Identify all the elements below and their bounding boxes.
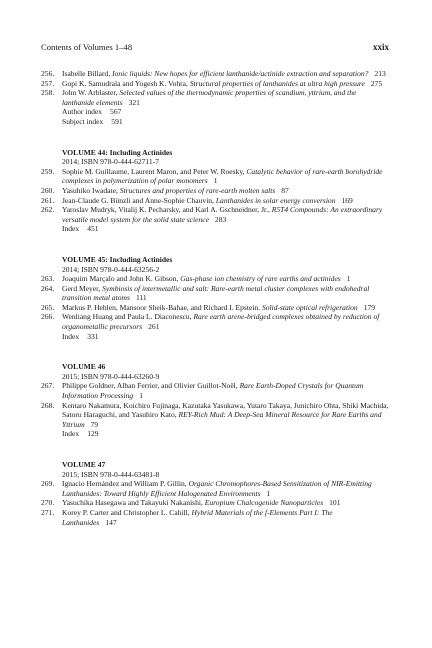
entry-title: Rare Earth-Doped Crystals for Quantum Information Processing bbox=[62, 381, 364, 401]
contents-entry bbox=[41, 498, 389, 508]
entry-number: 259. bbox=[41, 166, 55, 176]
entry-body bbox=[62, 69, 389, 79]
contents-entry bbox=[41, 88, 389, 107]
contents-entry bbox=[41, 312, 389, 331]
entry-title: Europium Chalcogenide Nanoparticles bbox=[204, 498, 324, 508]
entry-number: 257. bbox=[41, 78, 55, 88]
entry-title: Symbiosis of intermetallic and salt: Rare-earth metal cluster complexes with endohedral transition metal atoms bbox=[62, 283, 370, 303]
volume-section bbox=[41, 255, 389, 341]
entry-page: 213 bbox=[374, 69, 386, 78]
entry-page: 169 bbox=[341, 195, 353, 205]
volume-heading: VOLUME 44: Including Actinides bbox=[62, 147, 173, 157]
entry-page: 1 bbox=[213, 176, 218, 186]
entry-page: 87 bbox=[281, 185, 289, 195]
entry-authors: Gopi K. Samudrala and Yogesh K. Vohra, bbox=[62, 78, 188, 88]
running-title: Contents of Volumes 1–48 bbox=[41, 42, 133, 52]
contents-entry bbox=[41, 69, 389, 79]
entry-number: 271. bbox=[41, 507, 55, 517]
volume-isbn: 2014; ISBN 978-0-444-62711-7 bbox=[62, 157, 159, 167]
entry-authors: Sophie M. Guillaume, Laurent Maron, and Peter W. Roesky, bbox=[62, 166, 245, 176]
entry-title: Hybrid Materials of the f-Elements Part I: The Lanthanides bbox=[62, 507, 333, 527]
index-line bbox=[62, 107, 389, 117]
entry-authors: Yasuchika Hasegawa and Takayuki Nakanishi, bbox=[62, 498, 203, 508]
volume-index bbox=[62, 429, 389, 439]
contents-entry bbox=[41, 274, 389, 284]
entry-body bbox=[62, 498, 389, 508]
entry-number: 261. bbox=[41, 195, 55, 205]
entry-authors: Philippe Goldner, Alban Ferrier, and Olivier Guillot-Noël, bbox=[62, 381, 238, 391]
entry-body bbox=[62, 508, 389, 527]
contents-entry bbox=[41, 479, 389, 498]
entry-number: 264. bbox=[41, 283, 55, 293]
entry-number: 268. bbox=[41, 400, 55, 410]
entry-authors: Yasuhiko Iwadate, bbox=[62, 185, 118, 195]
entry-authors: Ignacio Hernández and William P. Gillin, bbox=[62, 479, 187, 489]
contents-list bbox=[41, 69, 389, 527]
index-page: 567 bbox=[110, 107, 122, 117]
entry-authors: Markus P. Hehlen, Mansoor Sheik-Bahae, and Richard I. Epstein. bbox=[62, 302, 261, 312]
entry-page: 101 bbox=[329, 498, 341, 508]
volume-isbn: 2015; ISBN 978-0-444-63260-9 bbox=[62, 371, 160, 381]
volume-heading: VOLUME 45: Including Actinides bbox=[62, 254, 173, 264]
entry-authors: Jean-Claude G. Bünzli and Anne-Sophie Chauvin, bbox=[62, 195, 214, 205]
entry-body bbox=[62, 274, 389, 284]
entry-page: 79 bbox=[90, 419, 99, 429]
entry-body bbox=[62, 312, 389, 331]
entry-title: R5T4 Compounds: An extraordinary versatile model system for the solid state science bbox=[62, 205, 383, 224]
entry-authors: Joaquim Marçalo and John K. Gibson, bbox=[62, 274, 179, 284]
volume-isbn: 2014; ISBN 978-0-444-63256-2 bbox=[62, 264, 160, 274]
index-page: 591 bbox=[111, 116, 123, 126]
entry-page: 1 bbox=[346, 274, 351, 284]
entry-number: 260. bbox=[41, 185, 55, 195]
entry-page: 1 bbox=[139, 391, 143, 401]
index-label: Index bbox=[62, 224, 80, 234]
volume-index bbox=[62, 332, 389, 342]
entry-authors: Yaroslav Mudryk, Vitalij K. Pecharsky, and Karl A. Gschneidner, Jr., bbox=[62, 205, 270, 215]
entry-page: 179 bbox=[363, 302, 376, 312]
entry-title: Organic Chromophores-Based Sensitization of NIR-Emitting Lanthanides: Toward Highly Efficient Halogenated Environments bbox=[62, 479, 372, 498]
entry-title: Rare earth arene-bridged complexes obtained by reduction of organometallic precursors bbox=[62, 312, 380, 332]
entry-page: 283 bbox=[214, 214, 227, 224]
entry-title: Catalytic behavior of rare-earth borohydride complexes in polymerization of polar monomers bbox=[62, 166, 383, 186]
entry-authors: Gerd Meyer, bbox=[62, 283, 101, 293]
entry-body bbox=[62, 401, 389, 430]
entry-title: Structures and properties of rare-earth molten salts bbox=[119, 185, 276, 195]
entry-title: REY-Rich Mud: A Deep-Sea Mineral Resource for Rare Earths and Yttrium bbox=[62, 410, 382, 429]
index-line bbox=[62, 117, 389, 127]
entry-number: 266. bbox=[41, 312, 55, 322]
index-page: 451 bbox=[87, 224, 99, 234]
volume-section bbox=[41, 460, 389, 527]
index-label: Index bbox=[62, 429, 80, 439]
entry-number: 269. bbox=[41, 479, 55, 489]
entry-body bbox=[62, 186, 389, 196]
entry-body bbox=[62, 381, 389, 400]
volume-isbn: 2015; ISBN 978-0-444-63481-8 bbox=[62, 469, 160, 479]
index-label: Subject index bbox=[62, 116, 104, 126]
entry-authors: John W. Arblaster, bbox=[62, 88, 118, 98]
contents-entry bbox=[41, 79, 389, 89]
entry-body bbox=[62, 303, 389, 313]
entry-authors: Wenliang Huang and Paula L. Diaconescu, bbox=[62, 312, 192, 322]
page-number: xxix bbox=[372, 42, 389, 52]
entry-page: 261 bbox=[148, 322, 160, 332]
entry-body bbox=[62, 284, 389, 303]
entry-page: 147 bbox=[105, 517, 117, 527]
entry-title: Selected values of the thermodynamic properties of scandium, yttrium, and the lanthanide elements bbox=[62, 88, 357, 107]
contents-entry bbox=[41, 196, 389, 206]
entry-page: 321 bbox=[128, 97, 140, 107]
entry-body bbox=[62, 196, 389, 206]
volume-index bbox=[62, 224, 389, 234]
entry-body bbox=[62, 167, 389, 186]
running-header bbox=[41, 42, 389, 52]
entry-authors: Korey P. Carter and Christopher L. Cahill, bbox=[62, 507, 190, 517]
entry-page: 1 bbox=[266, 488, 271, 498]
index-label: Author index bbox=[62, 107, 103, 117]
index-page: 331 bbox=[87, 331, 99, 341]
entry-body bbox=[62, 79, 389, 89]
entry-number: 258. bbox=[41, 88, 55, 98]
contents-entry bbox=[41, 508, 389, 527]
entry-title: Gas-phase ion chemistry of rare earths and actinides bbox=[180, 274, 341, 284]
entry-number: 265. bbox=[41, 302, 55, 312]
entry-title: Structural properties of lanthanides at ultra high pressure bbox=[189, 78, 365, 88]
contents-entry bbox=[41, 284, 389, 303]
entry-authors: Isabelle Billard, bbox=[62, 69, 111, 78]
entry-title: Lanthanides in solar energy conversion bbox=[215, 195, 336, 205]
contents-entry bbox=[41, 186, 389, 196]
contents-entry bbox=[41, 205, 389, 224]
volume-section bbox=[41, 362, 389, 439]
entry-number: 270. bbox=[41, 498, 55, 508]
contents-entry bbox=[41, 401, 389, 430]
entry-page: 275 bbox=[370, 78, 383, 88]
volume-heading: VOLUME 46 bbox=[62, 362, 106, 372]
contents-entry bbox=[41, 167, 389, 186]
index-label: Index bbox=[62, 331, 80, 341]
contents-entry bbox=[41, 303, 389, 313]
entry-number: 262. bbox=[41, 205, 55, 215]
index-page: 129 bbox=[87, 429, 99, 439]
entry-title: Ionic liquids: New hopes for efficient lanthanide/actinide extraction and separation? bbox=[112, 69, 369, 78]
entry-number: 267. bbox=[41, 381, 55, 391]
entry-body bbox=[62, 88, 389, 107]
entry-number: 263. bbox=[41, 274, 55, 284]
entry-authors: Kentaro Nakamura, Koichiro Fujinaga, Kazutaka Yasukawa, Yutaro Takaya, Junichiro Ohta, Shiki Machida, Satoru Haraguchi, and Yasuhiro Kato, bbox=[62, 400, 389, 420]
entry-body bbox=[62, 205, 389, 224]
entry-body bbox=[62, 479, 389, 498]
entry-page: 111 bbox=[135, 293, 147, 303]
contents-entry bbox=[41, 381, 389, 400]
entry-number: 256. bbox=[41, 69, 55, 78]
volume-section bbox=[41, 148, 389, 234]
entry-title: Solid-state optical refrigeration bbox=[261, 302, 358, 312]
volume-heading: VOLUME 47 bbox=[62, 460, 106, 469]
